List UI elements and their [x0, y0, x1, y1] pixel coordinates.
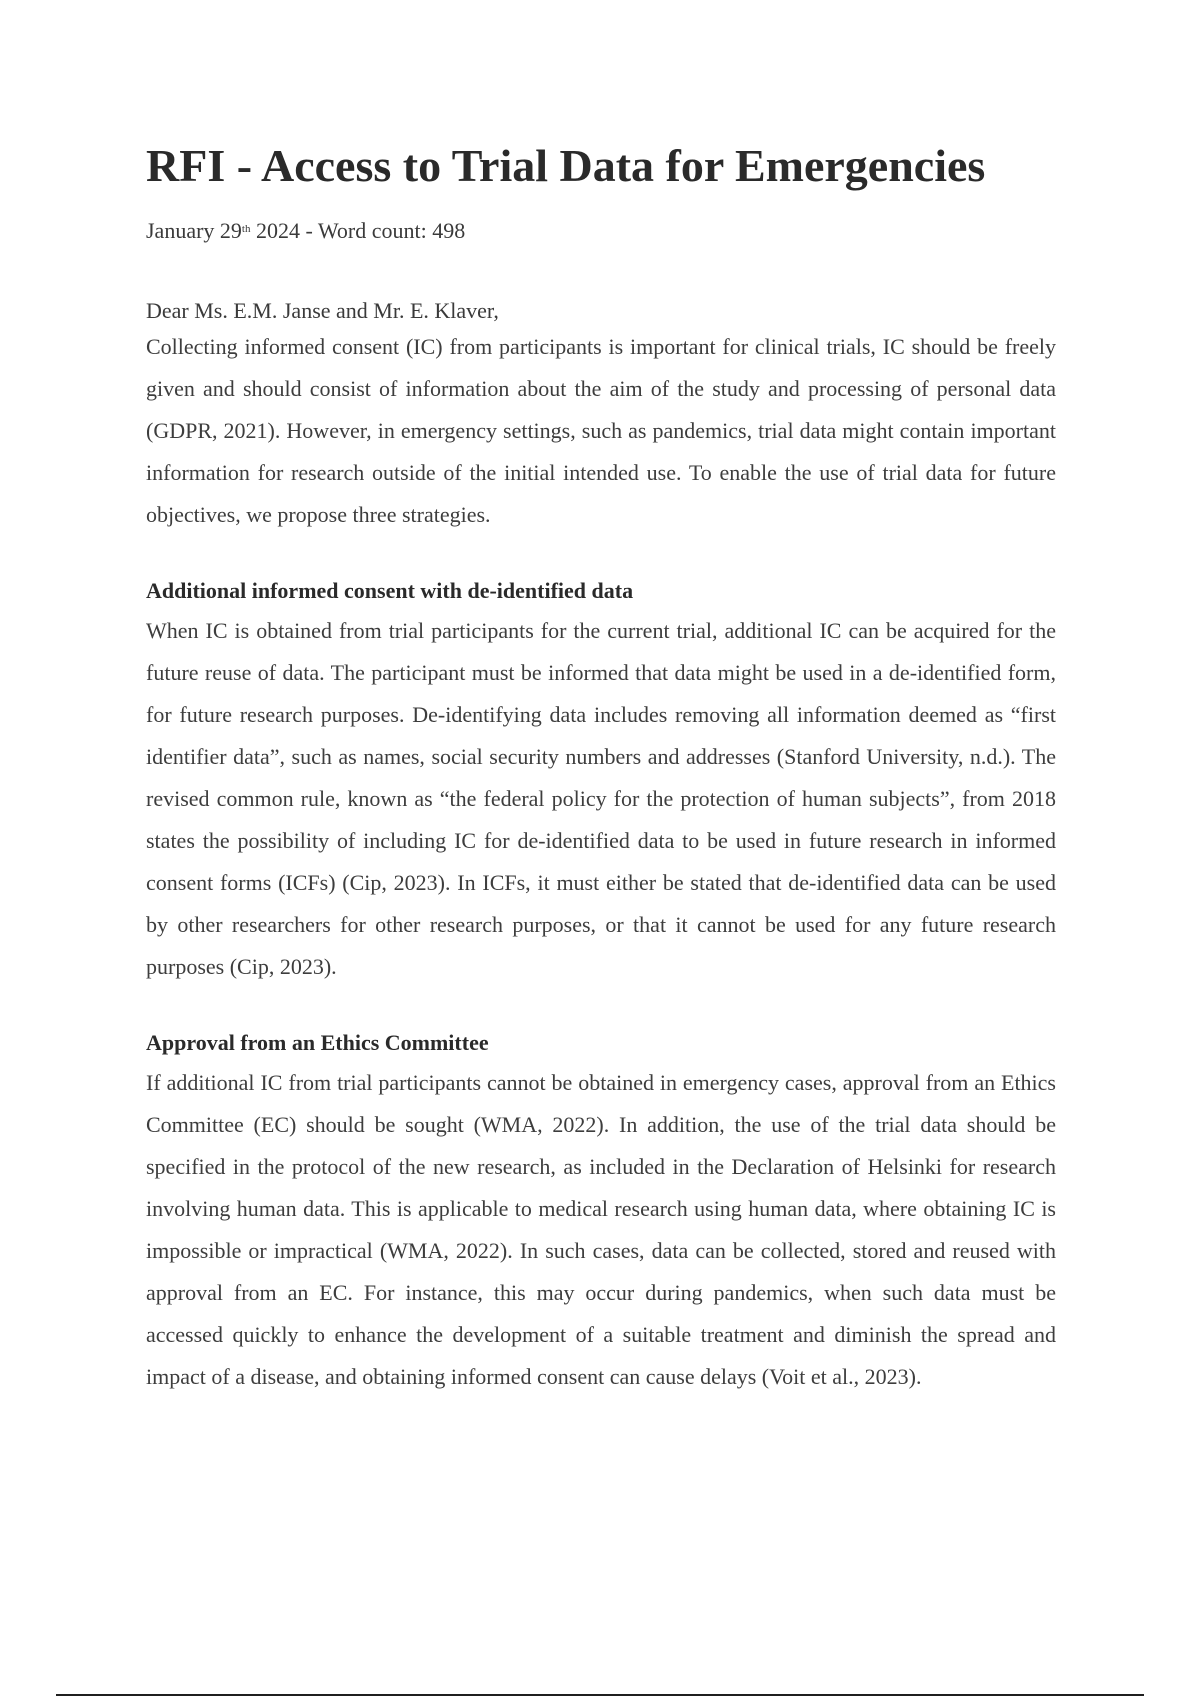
page-bottom-rule [56, 1694, 1144, 1696]
salutation: Dear Ms. E.M. Janse and Mr. E. Klaver, [146, 298, 499, 323]
section-paragraph: If additional IC from trial participants cannot be obtained in emergency cases, approval from an Ethics Committee (EC) should be sought (WMA, 2022). In addition, the use of the trial data should be specified in the protocol of the new research, as included in the Declaration of Helsinki for research involving human data. This is applicable to medical research using human data, where obtaining IC is impossible or impractical (WMA, 2022). In such cases, data can be collected, stored and reused with approval from an EC. For instance, this may occur during pandemics, when such data must be accessed quickly to enhance the development of a suitable treatment and diminish the spread and impact of a disease, and obtaining informed consent can cause delays (Voit et al., 2023). [146, 1070, 1056, 1389]
document-meta [146, 216, 1056, 246]
document-title: RFI - Access to Trial Data for Emergencies [146, 140, 986, 191]
section-heading: Approval from an Ethics Committee [146, 1030, 489, 1055]
document-page [146, 138, 1056, 1398]
meta-year-word-count: 2024 - Word count: 498 [250, 218, 466, 243]
section-additional-consent [146, 576, 1056, 988]
intro-paragraph: Collecting informed consent (IC) from participants is important for clinical trials, IC should be freely given and should consist of information about the aim of the study and processing of personal data (GDPR, 2021). However, in emergency settings, such as pandemics, trial data might contain important information for research outside of the initial intended use. To enable the use of trial data for future objectives, we propose three strategies. [146, 334, 1056, 527]
meta-date-ordinal: th [241, 223, 251, 235]
section-ethics-committee [146, 1028, 1056, 1398]
section-paragraph: When IC is obtained from trial participants for the current trial, additional IC can be acquired for the future reuse of data. The participant must be informed that data might be used in a de-identified form, for future research purposes. De-identifying data includes removing all information deemed as “first identifier data”, such as names, social security numbers and addresses (Stanford University, n.d.). The revised common rule, known as “the federal policy for the protection of human subjects”, from 2018 states the possibility of including IC for de-identified data to be used in future research in informed consent forms (ICFs) (Cip, 2023). In ICFs, it must either be stated that de-identified data can be used by other researchers for other research purposes, or that it cannot be used for any future research purposes (Cip, 2023). [146, 618, 1056, 979]
meta-date: January 29 [146, 218, 242, 243]
section-heading: Additional informed consent with de-identified data [146, 578, 634, 603]
